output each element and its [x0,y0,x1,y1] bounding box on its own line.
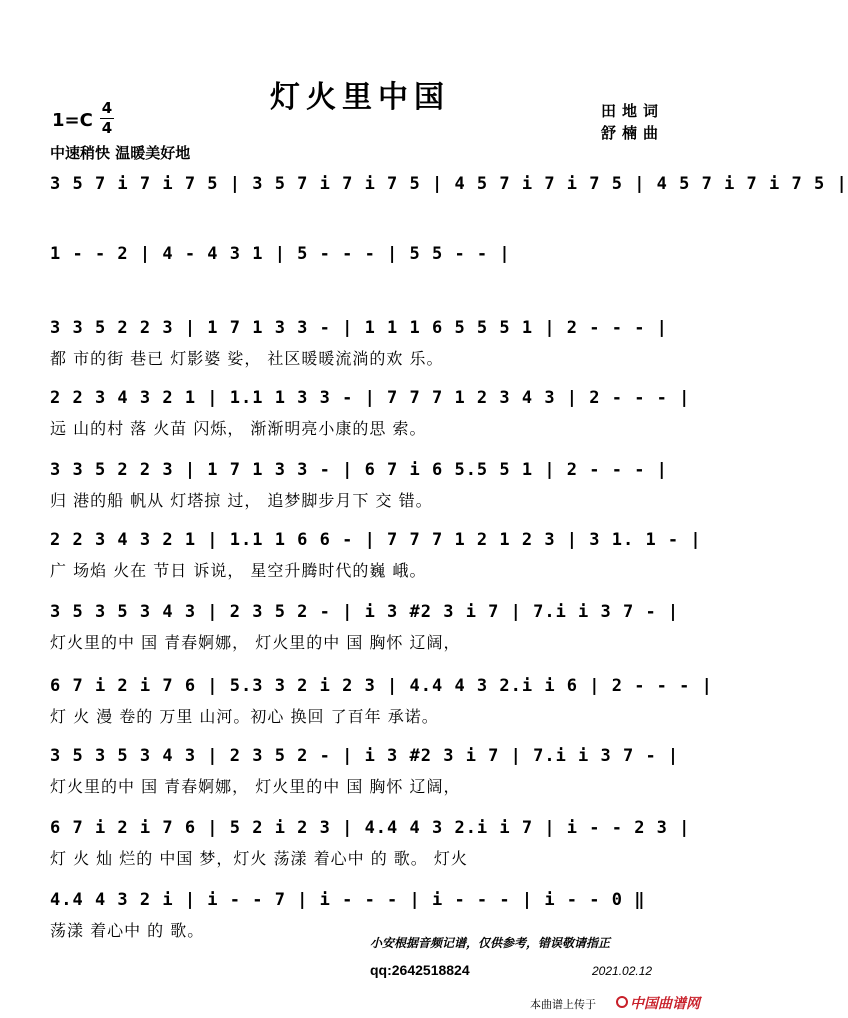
tempo-marking: 中速稍快 温暖美好地 [50,144,191,162]
time-signature [100,100,114,137]
time-signature-top: 4 [101,99,113,117]
lyric-row-5: 归 港的船 帆从 灯塔掠 过， 追梦脚步月下 交 错。 [50,491,433,510]
transcription-disclaimer: 小安根据音频记谱，仅供参考，错误敬请指正 [370,936,611,950]
upload-label: 本曲谱上传于 [530,998,596,1011]
notation-row-1: 3 5 7 i 7 i 7 5 | 3 5 7 i 7 i 7 5 | 4 5 7 i 7 i 7 5 | 4 5 7 i 7 i 7 5 | [50,174,848,194]
site-link[interactable]: 中国曲谱网 [630,995,700,1011]
time-signature-bottom: 4 [101,119,113,137]
lyric-row-3: 都 市的街 巷已 灯影婆 娑， 社区暖暖流淌的欢 乐。 [50,349,444,368]
notation-row-10: 6 7 i 2 i 7 6 | 5 2 i 2 3 | 4.4 4 3 2.i i 7 | i - - 2 3 | [50,818,691,838]
notation-row-4: 2 2 3 4 3 2 1 | 1.1 1 3 3 - | 7 7 7 1 2 3 4 3 | 2 - - - | [50,388,691,408]
transcription-date: 2021.02.12 [592,964,653,978]
lyric-row-10: 灯 火 灿 烂的 中国 梦，灯火 荡漾 着心中 的 歌。 灯火 [50,849,468,868]
lyric-row-7: 灯火里的中 国 青春婀娜， 灯火里的中 国 胸怀 辽阔， [50,633,461,652]
lyric-row-9: 灯火里的中 国 青春婀娜， 灯火里的中 国 胸怀 辽阔， [50,777,461,796]
lyric-row-6: 广 场焰 火在 节日 诉说， 星空升腾时代的巍 峨。 [50,561,427,580]
contact-qq: qq:2642518824 [370,962,470,978]
lyric-row-8: 灯 火 漫 卷的 万里 山河。初心 换回 了百年 承诺。 [50,707,439,726]
notation-row-9: 3 5 3 5 3 4 3 | 2 3 5 2 - | i 3 #2 3 i 7 | 7.i i 3 7 - | [50,746,680,766]
lyric-row-4: 远 山的村 落 火苗 闪烁， 渐渐明亮小康的思 索。 [50,419,427,438]
site-logo-icon [616,996,628,1008]
notation-row-5: 3 3 5 2 2 3 | 1 7 1 3 3 - | 6 7 i 6 5.5 5 1 | 2 - - - | [50,460,668,480]
composer-credit: 舒楠曲 [600,124,664,142]
notation-row-3: 3 3 5 2 2 3 | 1 7 1 3 3 - | 1 1 1 6 5 5 5 1 | 2 - - - | [50,318,668,338]
notation-row-7: 3 5 3 5 3 4 3 | 2 3 5 2 - | i 3 #2 3 i 7 | 7.i i 3 7 - | [50,602,680,622]
notation-row-2: 1 - - 2 | 4 - 4 3 1 | 5 - - - | 5 5 - - | [50,244,511,264]
notation-row-8: 6 7 i 2 i 7 6 | 5.3 3 2 i 2 3 | 4.4 4 3 2.i i 6 | 2 - - - | [50,676,713,696]
lyricist-credit: 田地词 [600,102,664,120]
lyric-row-11: 荡漾 着心中 的 歌。 [50,921,205,940]
key-signature: 1=C [52,110,93,131]
notation-row-11: 4.4 4 3 2 i | i - - 7 | i - - - | i - - - | i - - 0 ‖ [50,890,646,910]
notation-row-6: 2 2 3 4 3 2 1 | 1.1 1 6 6 - | 7 7 7 1 2 1 2 3 | 3 1. 1 - | [50,530,702,550]
song-title: 灯火里中国 [270,80,450,115]
